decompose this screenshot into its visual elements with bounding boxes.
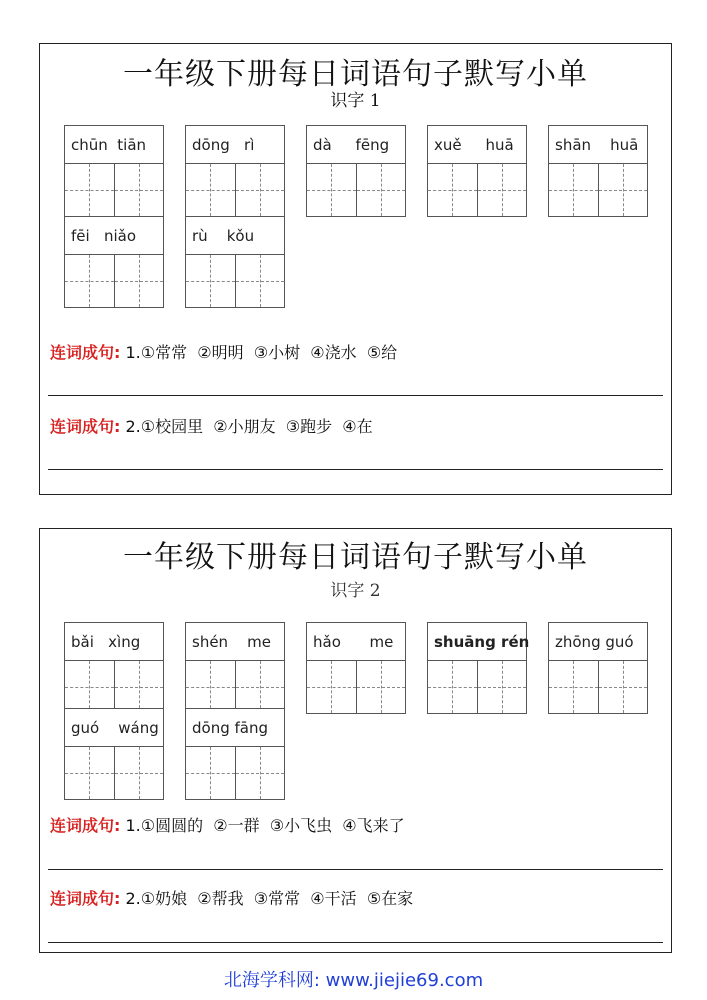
worksheet-title: 一年级下册每日词语句子默写小单	[123, 57, 588, 92]
exercise-words: 1.①圆圆的 ②一群 ③小飞虫 ④飞来了	[120, 816, 405, 835]
pinyin-label: fēi niǎo	[65, 217, 163, 255]
writing-cell[interactable]	[114, 164, 164, 216]
word-box	[185, 216, 285, 308]
pinyin-label: rù kǒu	[186, 217, 284, 255]
sentence-exercise-2	[50, 414, 373, 437]
pinyin-label: dà fēng	[307, 126, 405, 164]
writing-cell[interactable]	[235, 747, 285, 799]
lesson-subtitle: 识字 2	[330, 581, 381, 601]
pinyin-label: shān huā	[549, 126, 647, 164]
writing-cell[interactable]	[598, 164, 648, 216]
worksheet-title: 一年级下册每日词语句子默写小单	[123, 540, 588, 575]
pinyin-label: dōng fāng	[186, 709, 284, 747]
exercise-words: 2.①校园里 ②小朋友 ③跑步 ④在	[120, 417, 373, 436]
writing-cell[interactable]	[235, 255, 285, 307]
writing-cell[interactable]	[307, 164, 356, 216]
word-box	[427, 622, 530, 714]
word-box	[64, 622, 164, 714]
word-box	[548, 622, 648, 714]
answer-line[interactable]	[48, 395, 663, 396]
writing-cell[interactable]	[549, 164, 598, 216]
pinyin-label: guó wáng	[65, 709, 163, 747]
writing-cell[interactable]	[114, 255, 164, 307]
pinyin-label: shén me	[186, 623, 284, 661]
worksheet-2	[39, 528, 672, 953]
writing-cell[interactable]	[477, 661, 527, 713]
writing-cell[interactable]	[186, 747, 235, 799]
word-box	[185, 622, 285, 714]
exercise-label: 连词成句:	[50, 343, 121, 362]
writing-cell[interactable]	[65, 255, 114, 307]
pinyin-label: zhōng guó	[549, 623, 647, 661]
exercise-label: 连词成句:	[50, 417, 121, 436]
writing-cell[interactable]	[307, 661, 356, 713]
word-box	[306, 622, 406, 714]
exercise-words: 1.①常常 ②明明 ③小树 ④浇水 ⑤给	[120, 343, 398, 362]
writing-cell[interactable]	[114, 747, 164, 799]
sentence-exercise-1	[50, 340, 397, 363]
writing-cell[interactable]	[428, 661, 477, 713]
lesson-subtitle: 识字 1	[330, 91, 381, 111]
pinyin-label: dōng rì	[186, 126, 284, 164]
pinyin-label: chūn tiān	[65, 126, 163, 164]
word-box	[64, 216, 164, 308]
word-box	[64, 125, 164, 217]
writing-cell[interactable]	[356, 164, 406, 216]
sentence-exercise-1	[50, 813, 405, 836]
writing-cell[interactable]	[186, 164, 235, 216]
answer-line[interactable]	[48, 869, 663, 870]
exercise-label: 连词成句:	[50, 889, 121, 908]
exercise-words: 2.①奶娘 ②帮我 ③常常 ④干活 ⑤在家	[120, 889, 414, 908]
pinyin-label: hǎo me	[307, 623, 405, 661]
word-box	[185, 125, 285, 217]
writing-cell[interactable]	[477, 164, 527, 216]
writing-cell[interactable]	[65, 747, 114, 799]
word-box	[306, 125, 406, 217]
writing-cell[interactable]	[114, 661, 164, 713]
word-box	[548, 125, 648, 217]
answer-line[interactable]	[48, 942, 663, 943]
sentence-exercise-2	[50, 886, 413, 909]
writing-cell[interactable]	[65, 164, 114, 216]
writing-cell[interactable]	[186, 255, 235, 307]
writing-cell[interactable]	[549, 661, 598, 713]
writing-cell[interactable]	[428, 164, 477, 216]
pinyin-label: xuě huā	[428, 126, 526, 164]
website-footer-link[interactable]: 北海学科网: www.jiejie69.com	[223, 970, 484, 991]
writing-cell[interactable]	[356, 661, 406, 713]
pinyin-label: shuāng rén	[428, 623, 526, 661]
writing-cell[interactable]	[65, 661, 114, 713]
writing-cell[interactable]	[598, 661, 648, 713]
worksheet-1	[39, 43, 672, 495]
pinyin-label: bǎi xìng	[65, 623, 163, 661]
answer-line[interactable]	[48, 469, 663, 470]
word-box	[427, 125, 527, 217]
word-box	[185, 708, 285, 800]
exercise-label: 连词成句:	[50, 816, 121, 835]
word-box	[64, 708, 164, 800]
writing-cell[interactable]	[235, 661, 285, 713]
writing-cell[interactable]	[235, 164, 285, 216]
writing-cell[interactable]	[186, 661, 235, 713]
